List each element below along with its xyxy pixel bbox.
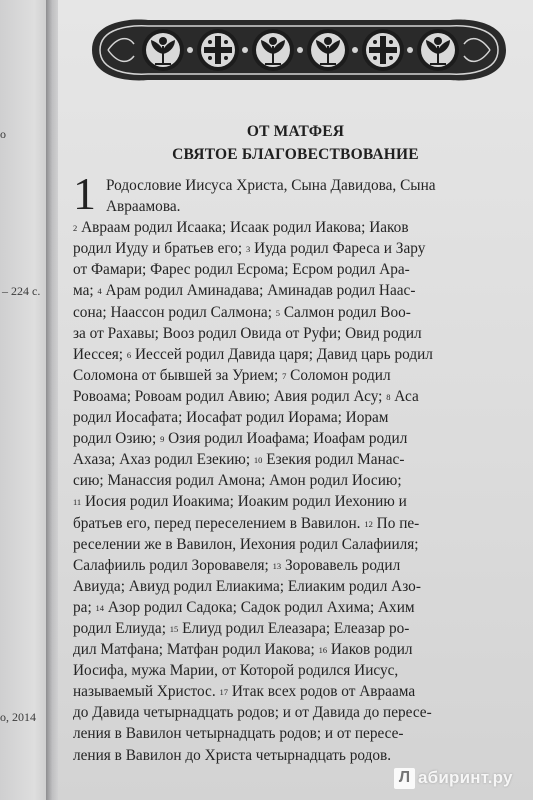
verse-number: 14 — [95, 602, 105, 613]
verse-text: По пе- — [372, 514, 420, 532]
text-line — [73, 491, 527, 512]
verse-number: 4 — [97, 286, 102, 297]
verse-text: Авраамова. — [106, 198, 181, 216]
text-line — [73, 259, 527, 280]
verse-text: Авраам родил Исаака; Исаак родил Иакова; Иаков — [77, 219, 409, 237]
text-line — [73, 618, 527, 639]
verse-number: 16 — [318, 645, 328, 656]
verse-text: Иуда родил Фареса и Зару — [250, 240, 426, 258]
verse-text: до Давида четырнадцать родов; и от Давида до пересе- — [73, 704, 432, 722]
verse-text: ления в Вавилон четырнадцать родов; и от пересе- — [73, 725, 404, 743]
text-line — [73, 576, 527, 597]
text-line — [73, 365, 527, 386]
verse-text: Салмон родил Воо- — [280, 303, 411, 321]
verse-text: Иосифа, мужа Марии, от Которой родился Иисус, — [73, 662, 399, 680]
verse-text: Иаков родил — [327, 641, 413, 659]
text-line — [73, 386, 527, 407]
text-line — [73, 344, 527, 365]
verse-number: 17 — [219, 687, 228, 698]
book-title-line1: ОТ МАТФЕЯ — [246, 123, 345, 140]
verse-text: Соломона от бывшей за Урием; — [73, 366, 283, 384]
verse-text: Иосия родил Иоакима; Иоаким родил Иехонию и — [81, 493, 407, 511]
text-line — [73, 217, 527, 238]
verse-text: Иессей родил Давида царя; Давид царь родил — [131, 345, 433, 363]
text-line — [73, 555, 527, 576]
verse-text: Ровоама; Ровоам родил Авию; Авия родил Асу; — [73, 387, 387, 405]
left-page-fragment: – 224 с. — [2, 284, 41, 298]
verse-number: 12 — [364, 518, 373, 529]
verse-text: родил Озию; — [73, 430, 161, 448]
verse-text: ления в Вавилон до Христа четырнадцать родов. — [73, 746, 392, 764]
verse-text: сию; Манассия родил Амона; Амон родил Иосию; — [73, 472, 402, 490]
verse-text: ра; — [73, 598, 96, 616]
verse-text: Елиуд родил Елеазара; Елеазар ро- — [178, 619, 410, 637]
ornament-header-band — [88, 14, 510, 86]
verse-text: братьев его, перед переселением в Вавилон. — [73, 514, 365, 532]
book-title-line2: СВЯТОЕ БЛАГОВЕСТВОВАНИЕ — [172, 146, 419, 163]
text-line — [73, 407, 527, 428]
verse-number: 9 — [160, 434, 165, 445]
verse-number: 3 — [246, 244, 251, 255]
watermark-text: абиринт.ру — [418, 768, 513, 787]
verse-number: 7 — [282, 370, 287, 381]
verse-text: родил Елиуда; — [73, 619, 170, 637]
left-page-fragment: о, 2014 — [0, 710, 36, 724]
verse-number: 11 — [73, 497, 82, 508]
verse-number: 13 — [272, 560, 282, 571]
verse-text: Соломон родил — [286, 366, 391, 384]
labirint-watermark — [394, 764, 530, 792]
verse-text: реселении же в Вавилон, Иехония родил Салафииля; — [73, 535, 419, 553]
text-line — [73, 639, 527, 660]
text-line — [73, 196, 527, 217]
verse-text: Арам родил Аминадава; Аминадав родил Наас- — [101, 282, 416, 300]
verse-text: за от Рахавы; Вооз родил Овида от Руфи; Овид родил — [73, 324, 422, 342]
text-line — [73, 745, 527, 766]
verse-text: Авиуда; Авиуд родил Елиакима; Елиаким родил Азо- — [73, 577, 421, 595]
text-line — [73, 238, 527, 259]
verse-number: 15 — [169, 623, 179, 634]
text-line — [73, 702, 527, 723]
verse-text: Родословие Иисуса Христа, Сына Давидова, Сына — [106, 177, 436, 194]
text-line — [73, 470, 527, 491]
verse-text: Азор родил Садока; Садок родил Ахима; Ахим — [104, 598, 415, 616]
verse-text: сона; Наассон родил Салмона; — [73, 303, 276, 321]
verse-text: Аса — [390, 387, 419, 405]
text-line — [73, 449, 527, 470]
verse-number: 8 — [386, 391, 391, 402]
chapter-number: 1 — [73, 168, 96, 219]
book-page — [58, 0, 533, 800]
verse-text: Салафииль родил Зоровавеля; — [73, 556, 273, 574]
verse-text: Езекия родил Манас- — [262, 451, 405, 469]
text-line — [73, 175, 527, 196]
text-line — [73, 428, 527, 449]
verse-text: Ахаза; Ахаз родил Езекию; — [73, 451, 254, 469]
verse-text: Иессея; — [73, 345, 127, 363]
gospel-text-body — [73, 168, 527, 766]
verse-text: родил Иуду и братьев его; — [73, 240, 247, 258]
verse-number: 10 — [253, 455, 263, 466]
verse-text: ма; — [73, 282, 98, 300]
verse-text: от Фамари; Фарес родил Есрома; Есром родил Ара- — [73, 261, 410, 279]
left-page-fragment: о — [0, 127, 6, 141]
text-line — [73, 323, 527, 344]
text-line — [73, 723, 527, 744]
verse-text: дил Матфана; Матфан родил Иакова; — [73, 641, 319, 659]
text-line — [73, 660, 527, 681]
left-page-edge — [0, 0, 46, 800]
text-line — [73, 681, 527, 702]
verse-text: называемый Христос. — [73, 683, 220, 701]
verse-text: Озия родил Иоафама; Иоафам родил — [164, 430, 408, 448]
verse-number: 6 — [126, 349, 132, 360]
verse-text: родил Иосафата; Иосафат родил Иорама; Иорам — [73, 409, 389, 427]
verse-number: 2 — [73, 223, 78, 234]
text-line — [73, 280, 527, 301]
text-line — [73, 302, 527, 323]
text-line — [73, 534, 527, 555]
text-line — [73, 597, 527, 618]
verse-text: Итак всех родов от Авраама — [228, 683, 416, 701]
verse-number: 5 — [275, 307, 281, 318]
text-line — [73, 513, 527, 534]
labirint-logo-icon: Л — [394, 768, 415, 789]
verse-text: Зоровавель родил — [281, 556, 401, 574]
